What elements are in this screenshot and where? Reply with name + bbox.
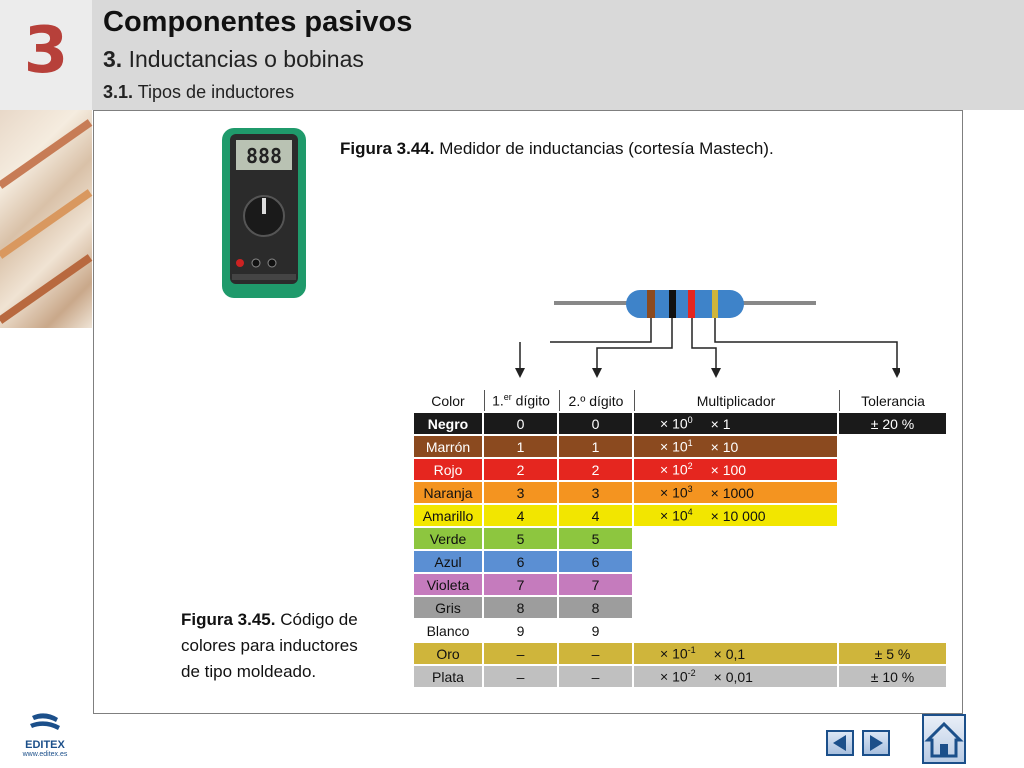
color-name-cell: Naranja xyxy=(414,482,482,503)
first-digit-cell: 6 xyxy=(484,551,557,572)
second-digit-cell: 3 xyxy=(559,482,632,503)
color-name-cell: Azul xyxy=(414,551,482,572)
tolerance-cell xyxy=(839,505,946,526)
home-button[interactable] xyxy=(922,714,966,764)
second-digit-cell: 4 xyxy=(559,505,632,526)
slide-title: Componentes pasivos xyxy=(103,6,413,38)
figure-45-label: Figura 3.45. xyxy=(181,610,276,629)
tolerance-cell xyxy=(839,597,946,618)
tolerance-cell xyxy=(839,482,946,503)
first-digit-cell: – xyxy=(484,643,557,664)
multiplier-exponent: -2 xyxy=(687,668,696,679)
multiplier-cell xyxy=(634,528,837,549)
figure-45-line-2: colores para inductores xyxy=(181,636,358,655)
multiplier-cell xyxy=(634,482,837,503)
multiplier-value: × 0,01 xyxy=(713,668,753,685)
color-name-cell: Rojo xyxy=(414,459,482,480)
multiplier-exponent: 0 xyxy=(687,415,693,426)
multiplier-cell xyxy=(634,597,837,618)
color-name-cell: Gris xyxy=(414,597,482,618)
first-digit-cell: 0 xyxy=(484,413,557,434)
table-body xyxy=(414,413,946,687)
first-digit-cell: 7 xyxy=(484,574,557,595)
logo-text: EDITEX xyxy=(25,739,65,751)
multiplier-cell xyxy=(634,643,837,664)
first-digit-cell: 1 xyxy=(484,436,557,457)
slide-header xyxy=(0,0,1024,110)
multiplier-exponent: 4 xyxy=(687,507,693,518)
multiplier-cell xyxy=(634,620,837,641)
table-row xyxy=(414,436,946,457)
first-digit-cell: 5 xyxy=(484,528,557,549)
tolerance-cell xyxy=(839,436,946,457)
multiplier-value: × 10 xyxy=(710,438,739,455)
color-name-cell: Amarillo xyxy=(414,505,482,526)
chapter-number: 3 xyxy=(23,14,69,88)
inductor-band-diagram xyxy=(550,282,900,388)
section-number: 3. xyxy=(103,46,123,72)
second-digit-cell: 7 xyxy=(559,574,632,595)
tolerance-cell xyxy=(839,551,946,572)
multiplier-value: × 10 000 xyxy=(710,507,766,524)
tolerance-cell: ± 5 % xyxy=(839,643,946,664)
multiplier-cell xyxy=(634,413,837,434)
figure-44-text: Medidor de inductancias (cortesía Mastech). xyxy=(434,139,774,158)
second-digit-cell: 0 xyxy=(559,413,632,434)
multiplier-value: × 1000 xyxy=(710,484,754,501)
editex-logo-mark xyxy=(18,712,72,736)
editex-logo xyxy=(18,712,72,758)
multiplier-power: × 10 xyxy=(660,507,688,524)
second-digit-cell: 2 xyxy=(559,459,632,480)
multiplier-power: × 10 xyxy=(660,645,688,662)
figure-45-line-3: de tipo moldeado. xyxy=(181,662,317,681)
figure-45-caption xyxy=(181,607,358,685)
prev-arrow-icon xyxy=(828,732,852,754)
table-row xyxy=(414,643,946,664)
color-name-cell: Marrón xyxy=(414,436,482,457)
header-second-digit: 2.º dígito xyxy=(559,390,632,411)
second-digit-cell: 9 xyxy=(559,620,632,641)
header-tolerance: Tolerancia xyxy=(839,390,946,411)
multiplier-cell xyxy=(634,436,837,457)
color-name-cell: Violeta xyxy=(414,574,482,595)
tolerance-cell: ± 10 % xyxy=(839,666,946,687)
color-code-table xyxy=(412,388,948,689)
figure-45-line-1: Código de xyxy=(275,610,358,629)
second-digit-cell: 6 xyxy=(559,551,632,572)
table-row xyxy=(414,505,946,526)
first-digit-cell: 8 xyxy=(484,597,557,618)
second-digit-cell: 1 xyxy=(559,436,632,457)
multiplier-cell xyxy=(634,574,837,595)
figure-44-caption xyxy=(340,136,774,162)
multiplier-power: × 10 xyxy=(660,438,688,455)
table-row xyxy=(414,597,946,618)
tolerance-cell: ± 20 % xyxy=(839,413,946,434)
header-multiplier: Multiplicador xyxy=(634,390,837,411)
tolerance-cell xyxy=(839,574,946,595)
chapter-box xyxy=(0,0,92,110)
second-digit-cell: – xyxy=(559,643,632,664)
subsection-number: 3.1. xyxy=(103,82,134,102)
multiplier-exponent: 1 xyxy=(687,438,693,449)
multiplier-exponent: 2 xyxy=(687,461,693,472)
multiplier-cell xyxy=(634,459,837,480)
multimeter-display: 888 xyxy=(245,144,283,168)
tolerance-cell xyxy=(839,459,946,480)
multiplier-power: × 10 xyxy=(660,461,688,478)
multiplier-power: × 10 xyxy=(660,415,688,432)
next-button[interactable] xyxy=(862,730,890,756)
second-digit-cell: – xyxy=(559,666,632,687)
multiplier-cell xyxy=(634,666,837,687)
header-color: Color xyxy=(431,392,465,409)
multiplier-power: × 10 xyxy=(660,484,688,501)
second-digit-cell: 8 xyxy=(559,597,632,618)
table-row xyxy=(414,528,946,549)
multiplier-value: × 100 xyxy=(710,461,747,478)
table-row xyxy=(414,551,946,572)
table-row xyxy=(414,620,946,641)
table-row xyxy=(414,574,946,595)
logo-url: www.editex.es xyxy=(22,751,68,758)
color-name-cell: Plata xyxy=(414,666,482,687)
color-name-cell: Verde xyxy=(414,528,482,549)
first-digit-cell: 2 xyxy=(484,459,557,480)
home-icon xyxy=(924,716,964,762)
table-header-row xyxy=(414,390,946,411)
first-digit-cell: – xyxy=(484,666,557,687)
header-first-digit: 1.$^{er}$ dígito xyxy=(484,390,557,411)
color-name-cell: Oro xyxy=(414,643,482,664)
table-row xyxy=(414,666,946,687)
multiplier-value: × 1 xyxy=(710,415,731,432)
multiplier-cell xyxy=(634,551,837,572)
multiplier-cell xyxy=(634,505,837,526)
subsection-title: Tipos de inductores xyxy=(133,82,295,102)
first-digit-cell: 3 xyxy=(484,482,557,503)
multiplier-value: × 0,1 xyxy=(713,645,746,662)
color-name-cell: Blanco xyxy=(414,620,482,641)
decorative-components-photo xyxy=(0,110,92,328)
multimeter-image xyxy=(222,128,306,298)
prev-button[interactable] xyxy=(826,730,854,756)
first-digit-cell: 9 xyxy=(484,620,557,641)
table-row xyxy=(414,482,946,503)
table-row xyxy=(414,459,946,480)
subsection-heading xyxy=(103,82,294,103)
multiplier-power: × 10 xyxy=(660,668,688,685)
tolerance-cell xyxy=(839,620,946,641)
table-row xyxy=(414,413,946,434)
section-title: Inductancias o bobinas xyxy=(122,46,364,72)
next-arrow-icon xyxy=(864,732,888,754)
section-heading xyxy=(103,46,364,73)
multiplier-exponent: -1 xyxy=(687,645,696,656)
tolerance-cell xyxy=(839,528,946,549)
diagram-left-arrow xyxy=(514,338,526,380)
first-digit-cell: 4 xyxy=(484,505,557,526)
color-name-cell: Negro xyxy=(414,413,482,434)
second-digit-cell: 5 xyxy=(559,528,632,549)
multiplier-exponent: 3 xyxy=(687,484,693,495)
figure-44-label: Figura 3.44. xyxy=(340,139,435,158)
